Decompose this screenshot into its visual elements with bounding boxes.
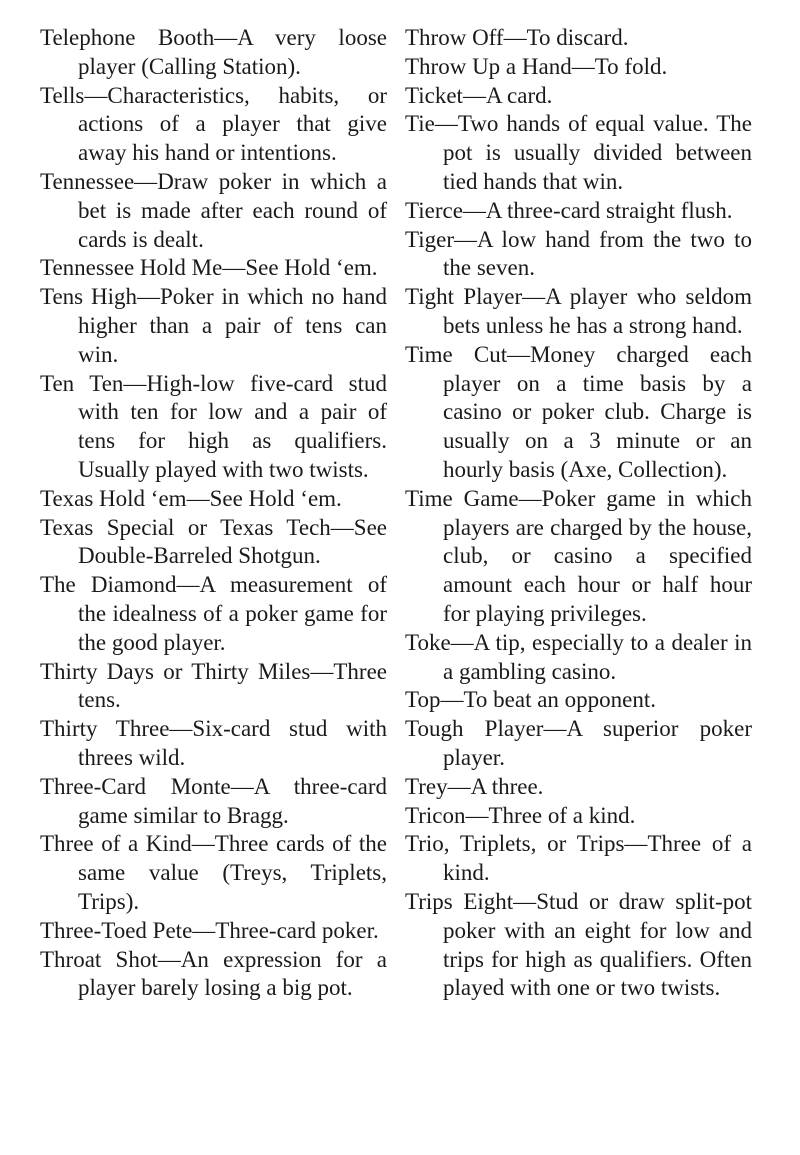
glossary-term: Tiger— <box>405 226 477 252</box>
glossary-term: The Diamond— <box>40 572 200 598</box>
glossary-term: Tricon— <box>405 802 489 828</box>
glossary-definition: Poker in which no hand higher than a pair of tens can win. <box>78 284 388 367</box>
glossary-entry-trio-triplets-trips <box>405 830 752 888</box>
glossary-entry-three-toed-pete <box>40 917 387 946</box>
glossary-term: Time Cut— <box>405 341 531 367</box>
glossary-entry-texas-special <box>40 514 387 572</box>
glossary-entry-time-cut <box>405 341 752 485</box>
glossary-term: Trips Eight— <box>405 888 537 914</box>
glossary-term: Trio, Triplets, or Trips— <box>405 831 648 857</box>
glossary-definition: See Hold ‘em. <box>209 485 342 511</box>
glossary-entry-tough-player <box>405 715 752 773</box>
glossary-term: Tierce— <box>405 197 486 223</box>
glossary-definition: Two hands of equal value. The pot is usually divided between tied hands that win. <box>443 111 752 194</box>
glossary-entry-tricon <box>405 802 752 831</box>
glossary-term: Tie— <box>405 111 458 137</box>
glossary-entry-tennessee-hold-me <box>40 254 387 283</box>
glossary-term: Texas Special or Texas Tech— <box>40 514 354 540</box>
glossary-term: Toke— <box>405 629 474 655</box>
glossary-definition: Money charged each player on a time basis by a casino or poker club. Charge is usually on a 3 minute or an hourly basis (Axe, Collection). <box>443 341 752 482</box>
glossary-definition: Three-card poker. <box>215 917 379 943</box>
glossary-term: Throw Up a Hand— <box>405 53 595 79</box>
glossary-definition: A tip, especially to a dealer in a gambling casino. <box>443 629 752 684</box>
glossary-term: Tight Player— <box>405 284 546 310</box>
glossary-entry-tens-high <box>40 283 387 369</box>
glossary-entry-tiger <box>405 226 752 284</box>
glossary-definition: Three of a kind. <box>488 802 636 828</box>
glossary-page <box>40 24 752 1003</box>
glossary-entry-texas-hold-em <box>40 485 387 514</box>
glossary-entry-tierce <box>405 197 752 226</box>
glossary-left-column <box>40 24 387 1003</box>
glossary-definition: A three. <box>470 773 544 799</box>
glossary-term: Three-Card Monte— <box>40 773 254 799</box>
glossary-definition: See Double-Barreled Shotgun. <box>78 514 387 569</box>
glossary-entry-throat-shot <box>40 946 387 1004</box>
glossary-definition: To discard. <box>526 25 629 50</box>
glossary-definition: Stud or draw split-pot poker with an eight for low and trips for high as qualifiers. Often played with one or two twists. <box>443 888 752 1001</box>
glossary-definition: A card. <box>485 82 553 108</box>
glossary-term: Throw Off— <box>405 25 527 50</box>
glossary-definition: Characteristics, habits, or actions of a player that give away his hand or intentions. <box>78 82 387 166</box>
glossary-right-column <box>405 24 752 1003</box>
glossary-entry-trey <box>405 773 752 802</box>
glossary-definition: Poker game in which players are charged by the house, club, or casino a specified amount each hour or half hour for playing privileges. <box>443 485 752 626</box>
glossary-term: Tells— <box>40 82 108 108</box>
glossary-entry-tennessee <box>40 168 387 254</box>
glossary-entry-ticket <box>405 82 752 111</box>
glossary-term: Thirty Three— <box>40 716 193 742</box>
glossary-entry-trips-eight <box>405 888 752 1003</box>
glossary-definition: High-low five-card stud with ten for low and a pair of tens for high as qualifiers. Usually played with two twists. <box>78 370 388 482</box>
glossary-entry-toke <box>405 629 752 687</box>
glossary-term: Three-Toed Pete— <box>40 917 216 943</box>
glossary-definition: To beat an opponent. <box>463 687 657 713</box>
glossary-entry-tie <box>405 110 752 196</box>
glossary-definition: A measurement of the idealness of a poker game for the good player. <box>78 572 387 655</box>
glossary-definition: A three-card game similar to Bragg. <box>78 773 387 828</box>
glossary-definition: A very loose player (Calling Station). <box>78 25 387 79</box>
glossary-entry-thirty-days <box>40 658 387 716</box>
glossary-definition: See Hold ‘em. <box>245 255 378 281</box>
glossary-definition: An expression for a player barely losing a big pot. <box>78 946 387 1001</box>
glossary-term: Three of a Kind— <box>40 831 215 857</box>
glossary-term: Texas Hold ‘em— <box>40 485 210 511</box>
glossary-term: Time Game— <box>405 485 542 511</box>
glossary-definition: Six-card stud with threes wild. <box>78 716 387 770</box>
glossary-entry-telephone-booth <box>40 24 387 82</box>
glossary-definition: To fold. <box>594 53 668 79</box>
glossary-definition: A player who seldom bets unless he has a strong hand. <box>443 284 753 338</box>
glossary-term: Ticket— <box>405 82 486 108</box>
glossary-definition: Three tens. <box>78 658 387 713</box>
glossary-definition: A superior poker player. <box>443 716 753 770</box>
glossary-definition: A low hand from the two to the seven. <box>443 226 752 281</box>
glossary-entry-ten-ten <box>40 370 387 485</box>
glossary-entry-three-card-monte <box>40 773 387 831</box>
glossary-definition: Three of a kind. <box>443 831 752 886</box>
glossary-term: Top— <box>405 687 464 713</box>
glossary-entry-top <box>405 686 752 715</box>
glossary-entry-throw-up-a-hand <box>405 53 752 82</box>
glossary-definition: Three cards of the same value (Treys, Triplets, Trips). <box>78 831 387 914</box>
glossary-term: Thirty Days or Thirty Miles— <box>40 658 334 684</box>
glossary-term: Tough Player— <box>405 716 567 742</box>
glossary-term: Telephone Booth— <box>40 25 238 50</box>
glossary-entry-tight-player <box>405 283 752 341</box>
glossary-term: Tennessee— <box>40 168 158 194</box>
glossary-definition: Draw poker in which a bet is made after each round of cards is dealt. <box>78 168 387 252</box>
glossary-entry-tells <box>40 82 387 168</box>
glossary-term: Ten Ten— <box>40 370 147 396</box>
glossary-entry-time-game <box>405 485 752 629</box>
glossary-term: Tens High— <box>40 284 160 310</box>
glossary-term: Tennessee Hold Me— <box>40 255 246 281</box>
glossary-entry-throw-off <box>405 24 752 53</box>
glossary-entry-the-diamond <box>40 571 387 657</box>
glossary-term: Trey— <box>405 773 471 799</box>
glossary-definition: A three-card straight flush. <box>485 197 733 223</box>
glossary-entry-three-of-a-kind <box>40 830 387 916</box>
glossary-entry-thirty-three <box>40 715 387 773</box>
glossary-term: Throat Shot— <box>40 946 181 972</box>
